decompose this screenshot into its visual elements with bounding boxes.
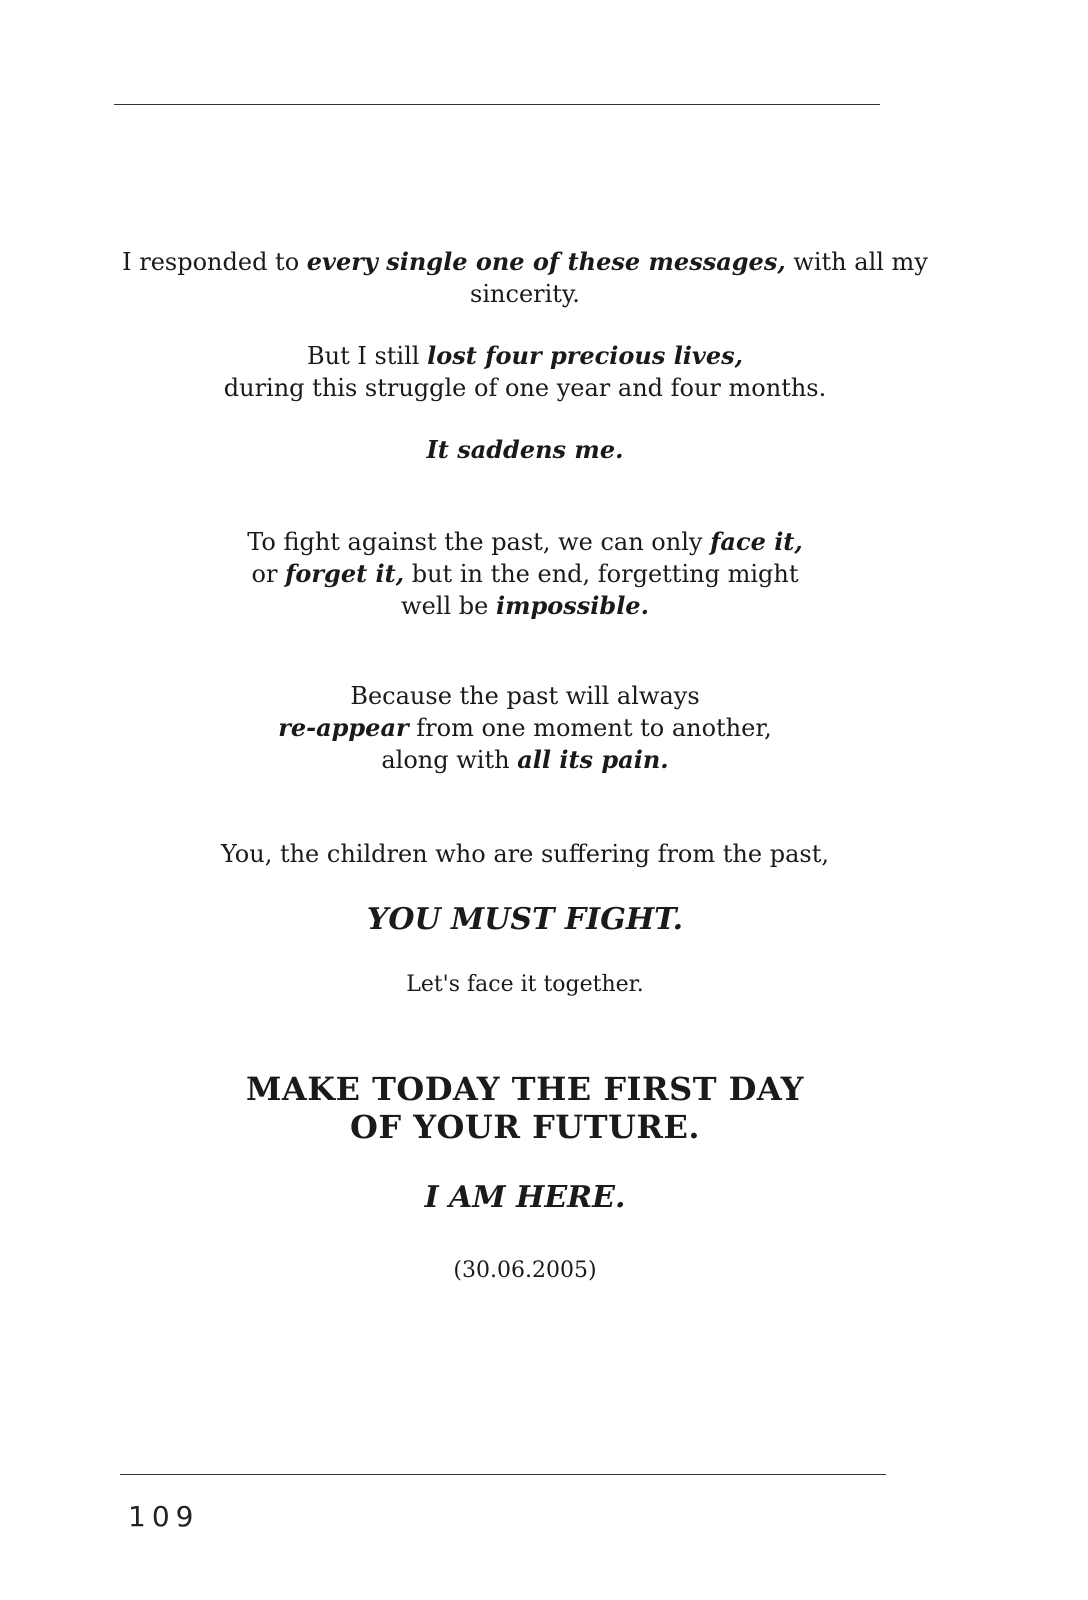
text: or [251,560,286,588]
text: To fight against the past, we can only [247,528,711,556]
emphasis: re-appear [278,713,409,742]
emphasis: all its pain. [517,745,669,774]
paragraph-children [110,838,940,870]
heading-you-must-fight [110,902,940,938]
text: with all my sincerity. [470,248,928,308]
line [110,558,940,590]
text: from one moment to another, [408,714,772,742]
heading-make-today [110,1070,940,1146]
paragraph-reappear [110,680,940,776]
paragraph-saddens [110,434,940,466]
line: I AM HERE. [424,1180,626,1215]
line [110,434,940,466]
line: (30.06.2005) [453,1258,597,1283]
date-line [110,1256,940,1286]
line: You, the children who are suffering from the past, [221,840,829,868]
line: OF YOUR FUTURE. [349,1108,701,1146]
line [110,712,940,744]
text: I responded to [122,248,307,276]
text: well be [401,592,496,620]
line: Let's face it together. [406,972,644,997]
emphasis: forget it, [285,559,405,588]
line [110,340,940,372]
emphasis: lost four precious lives, [427,341,744,370]
emphasis: face it, [710,527,803,556]
emphasis: every single one of these messages, [306,247,786,276]
line [110,526,940,558]
page-number: 109 [128,1500,200,1533]
line [110,744,940,776]
line: MAKE TODAY THE FIRST DAY [246,1070,804,1108]
line [110,246,940,310]
line: YOU MUST FIGHT. [366,902,684,937]
line: Because the past will always [350,682,700,710]
paragraph-fight-past [110,526,940,622]
text: along with [381,746,518,774]
heading-i-am-here [110,1180,940,1216]
line: during this struggle of one year and four months. [223,374,827,402]
emphasis: impossible. [495,591,649,620]
text: but in the end, forgetting might [404,560,799,588]
line [110,590,940,622]
top-rule [114,104,880,105]
text: But I still [306,342,428,370]
paragraph-responded [110,246,940,310]
emphasis: It saddens me. [426,435,624,464]
bottom-rule [120,1474,886,1475]
paragraph-lost-lives [110,340,940,404]
paragraph-face-together [110,970,940,1000]
